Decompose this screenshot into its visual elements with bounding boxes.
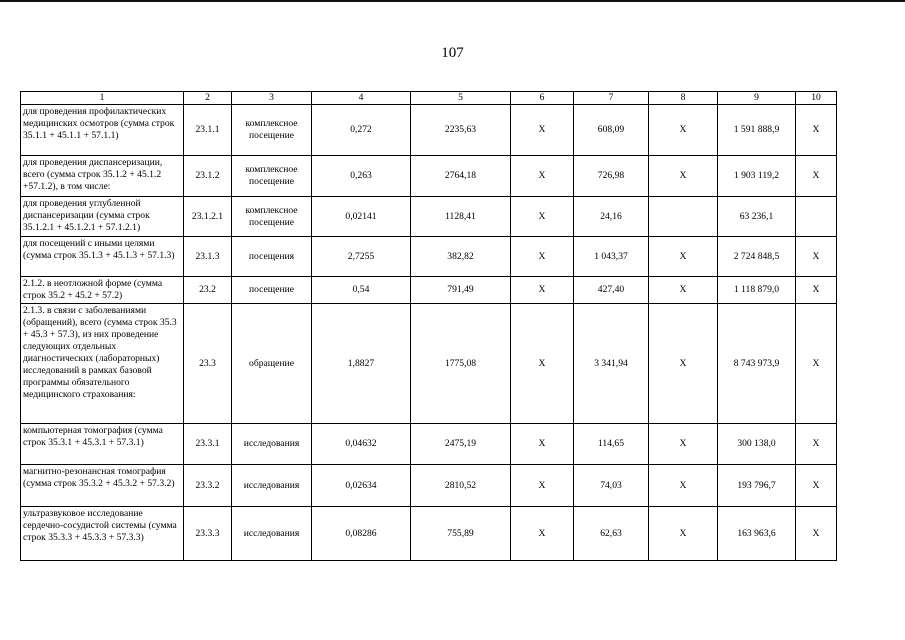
header-cell: 4 — [312, 92, 411, 105]
cell-col7: 427,40 — [574, 277, 649, 304]
cell-col5: 755,89 — [411, 507, 511, 561]
data-table — [20, 91, 837, 561]
row-line-number: 23.1.2 — [184, 156, 232, 197]
table-row — [21, 424, 837, 465]
header-cell: 3 — [232, 92, 312, 105]
row-unit: исследования — [232, 465, 312, 507]
table-row — [21, 237, 837, 277]
header-cell: 1 — [21, 92, 184, 105]
row-unit: обращение — [232, 304, 312, 424]
cell-col7: 1 043,37 — [574, 237, 649, 277]
cell-col4: 2,7255 — [312, 237, 411, 277]
cell-col6: Х — [511, 277, 574, 304]
header-cell: 9 — [718, 92, 796, 105]
cell-col8: Х — [649, 156, 718, 197]
cell-col10: Х — [796, 507, 837, 561]
cell-col5: 2810,52 — [411, 465, 511, 507]
row-description: для проведения углубленной диспансеризации (сумма строк 35.1.2.1 + 45.1.2.1 + 57.1.2.1) — [21, 197, 184, 237]
cell-col6: Х — [511, 304, 574, 424]
row-description: для посещений с иными целями (сумма строк 35.1.3 + 45.1.3 + 57.1.3) — [21, 237, 184, 277]
cell-col10: Х — [796, 105, 837, 156]
cell-col4: 0,02634 — [312, 465, 411, 507]
row-description: 2.1.3. в связи с заболеваниями (обращений), всего (сумма строк 35.3 + 45.3 + 57.3), из них проведение следующих отдельных диагностических (лабораторных) исследований в рамках базовой программы обязательного медицинского страхования: — [21, 304, 184, 424]
cell-col7: 74,03 — [574, 465, 649, 507]
row-line-number: 23.1.3 — [184, 237, 232, 277]
cell-col5: 2475,19 — [411, 424, 511, 465]
cell-col4: 0,02141 — [312, 197, 411, 237]
row-unit: комплексное посещение — [232, 105, 312, 156]
row-unit: комплексное посещение — [232, 197, 312, 237]
table-row — [21, 105, 837, 156]
cell-col10: Х — [796, 156, 837, 197]
header-cell: 6 — [511, 92, 574, 105]
cell-col8: Х — [649, 507, 718, 561]
cell-col8 — [649, 197, 718, 237]
header-cell: 10 — [796, 92, 837, 105]
row-line-number: 23.1.2.1 — [184, 197, 232, 237]
cell-col9: 300 138,0 — [718, 424, 796, 465]
row-line-number: 23.3.1 — [184, 424, 232, 465]
row-unit: комплексное посещение — [232, 156, 312, 197]
cell-col9: 1 591 888,9 — [718, 105, 796, 156]
table-row — [21, 277, 837, 304]
cell-col10: Х — [796, 304, 837, 424]
row-unit: посещения — [232, 237, 312, 277]
cell-col9: 2 724 848,5 — [718, 237, 796, 277]
row-line-number: 23.2 — [184, 277, 232, 304]
cell-col6: Х — [511, 465, 574, 507]
cell-col8: Х — [649, 424, 718, 465]
cell-col10: Х — [796, 424, 837, 465]
cell-col6: Х — [511, 197, 574, 237]
cell-col4: 0,04632 — [312, 424, 411, 465]
cell-col6: Х — [511, 507, 574, 561]
row-description: для проведения профилактических медицинских осмотров (сумма строк 35.1.1 + 45.1.1 + 57.1.1) — [21, 105, 184, 156]
table-header-row — [21, 92, 837, 105]
row-description: компьютерная томография (сумма строк 35.3.1 + 45.3.1 + 57.3.1) — [21, 424, 184, 465]
cell-col9: 193 796,7 — [718, 465, 796, 507]
cell-col8: Х — [649, 105, 718, 156]
table-row — [21, 304, 837, 424]
cell-col7: 62,63 — [574, 507, 649, 561]
cell-col7: 608,09 — [574, 105, 649, 156]
header-cell: 2 — [184, 92, 232, 105]
row-description: магнитно-резонансная томография (сумма строк 35.3.2 + 45.3.2 + 57.3.2) — [21, 465, 184, 507]
cell-col6: Х — [511, 156, 574, 197]
row-unit: исследования — [232, 507, 312, 561]
cell-col4: 1,8827 — [312, 304, 411, 424]
row-line-number: 23.3.3 — [184, 507, 232, 561]
cell-col10: Х — [796, 237, 837, 277]
header-cell: 5 — [411, 92, 511, 105]
cell-col8: Х — [649, 277, 718, 304]
cell-col10 — [796, 197, 837, 237]
cell-col5: 1128,41 — [411, 197, 511, 237]
cell-col5: 2235,63 — [411, 105, 511, 156]
cell-col6: Х — [511, 105, 574, 156]
cell-col9: 1 903 119,2 — [718, 156, 796, 197]
cell-col5: 2764,18 — [411, 156, 511, 197]
row-description: для проведения диспансеризации, всего (сумма строк 35.1.2 + 45.1.2 +57.1.2), в том числе: — [21, 156, 184, 197]
cell-col10: Х — [796, 465, 837, 507]
cell-col5: 1775,08 — [411, 304, 511, 424]
cell-col6: Х — [511, 424, 574, 465]
cell-col7: 3 341,94 — [574, 304, 649, 424]
table-row — [21, 197, 837, 237]
cell-col9: 163 963,6 — [718, 507, 796, 561]
cell-col8: Х — [649, 465, 718, 507]
cell-col7: 24,16 — [574, 197, 649, 237]
row-line-number: 23.3 — [184, 304, 232, 424]
table-row — [21, 156, 837, 197]
cell-col10: Х — [796, 277, 837, 304]
table-row — [21, 507, 837, 561]
top-border-line — [0, 0, 905, 2]
cell-col5: 791,49 — [411, 277, 511, 304]
row-description: ультразвуковое исследование сердечно-сосудистой системы (сумма строк 35.3.3 + 45.3.3 + 57.3.3) — [21, 507, 184, 561]
cell-col9: 63 236,1 — [718, 197, 796, 237]
cell-col8: Х — [649, 237, 718, 277]
cell-col4: 0,263 — [312, 156, 411, 197]
row-description: 2.1.2. в неотложной форме (сумма строк 35.2 + 45.2 + 57.2) — [21, 277, 184, 304]
page-number: 107 — [441, 45, 464, 61]
table-row — [21, 465, 837, 507]
row-unit: посещение — [232, 277, 312, 304]
row-line-number: 23.1.1 — [184, 105, 232, 156]
row-unit: исследования — [232, 424, 312, 465]
cell-col7: 114,65 — [574, 424, 649, 465]
cell-col5: 382,82 — [411, 237, 511, 277]
cell-col7: 726,98 — [574, 156, 649, 197]
header-cell: 8 — [649, 92, 718, 105]
cell-col9: 1 118 879,0 — [718, 277, 796, 304]
cell-col4: 0,08286 — [312, 507, 411, 561]
header-cell: 7 — [574, 92, 649, 105]
row-line-number: 23.3.2 — [184, 465, 232, 507]
cell-col4: 0,272 — [312, 105, 411, 156]
cell-col4: 0,54 — [312, 277, 411, 304]
cell-col8: Х — [649, 304, 718, 424]
cell-col6: Х — [511, 237, 574, 277]
cell-col9: 8 743 973,9 — [718, 304, 796, 424]
